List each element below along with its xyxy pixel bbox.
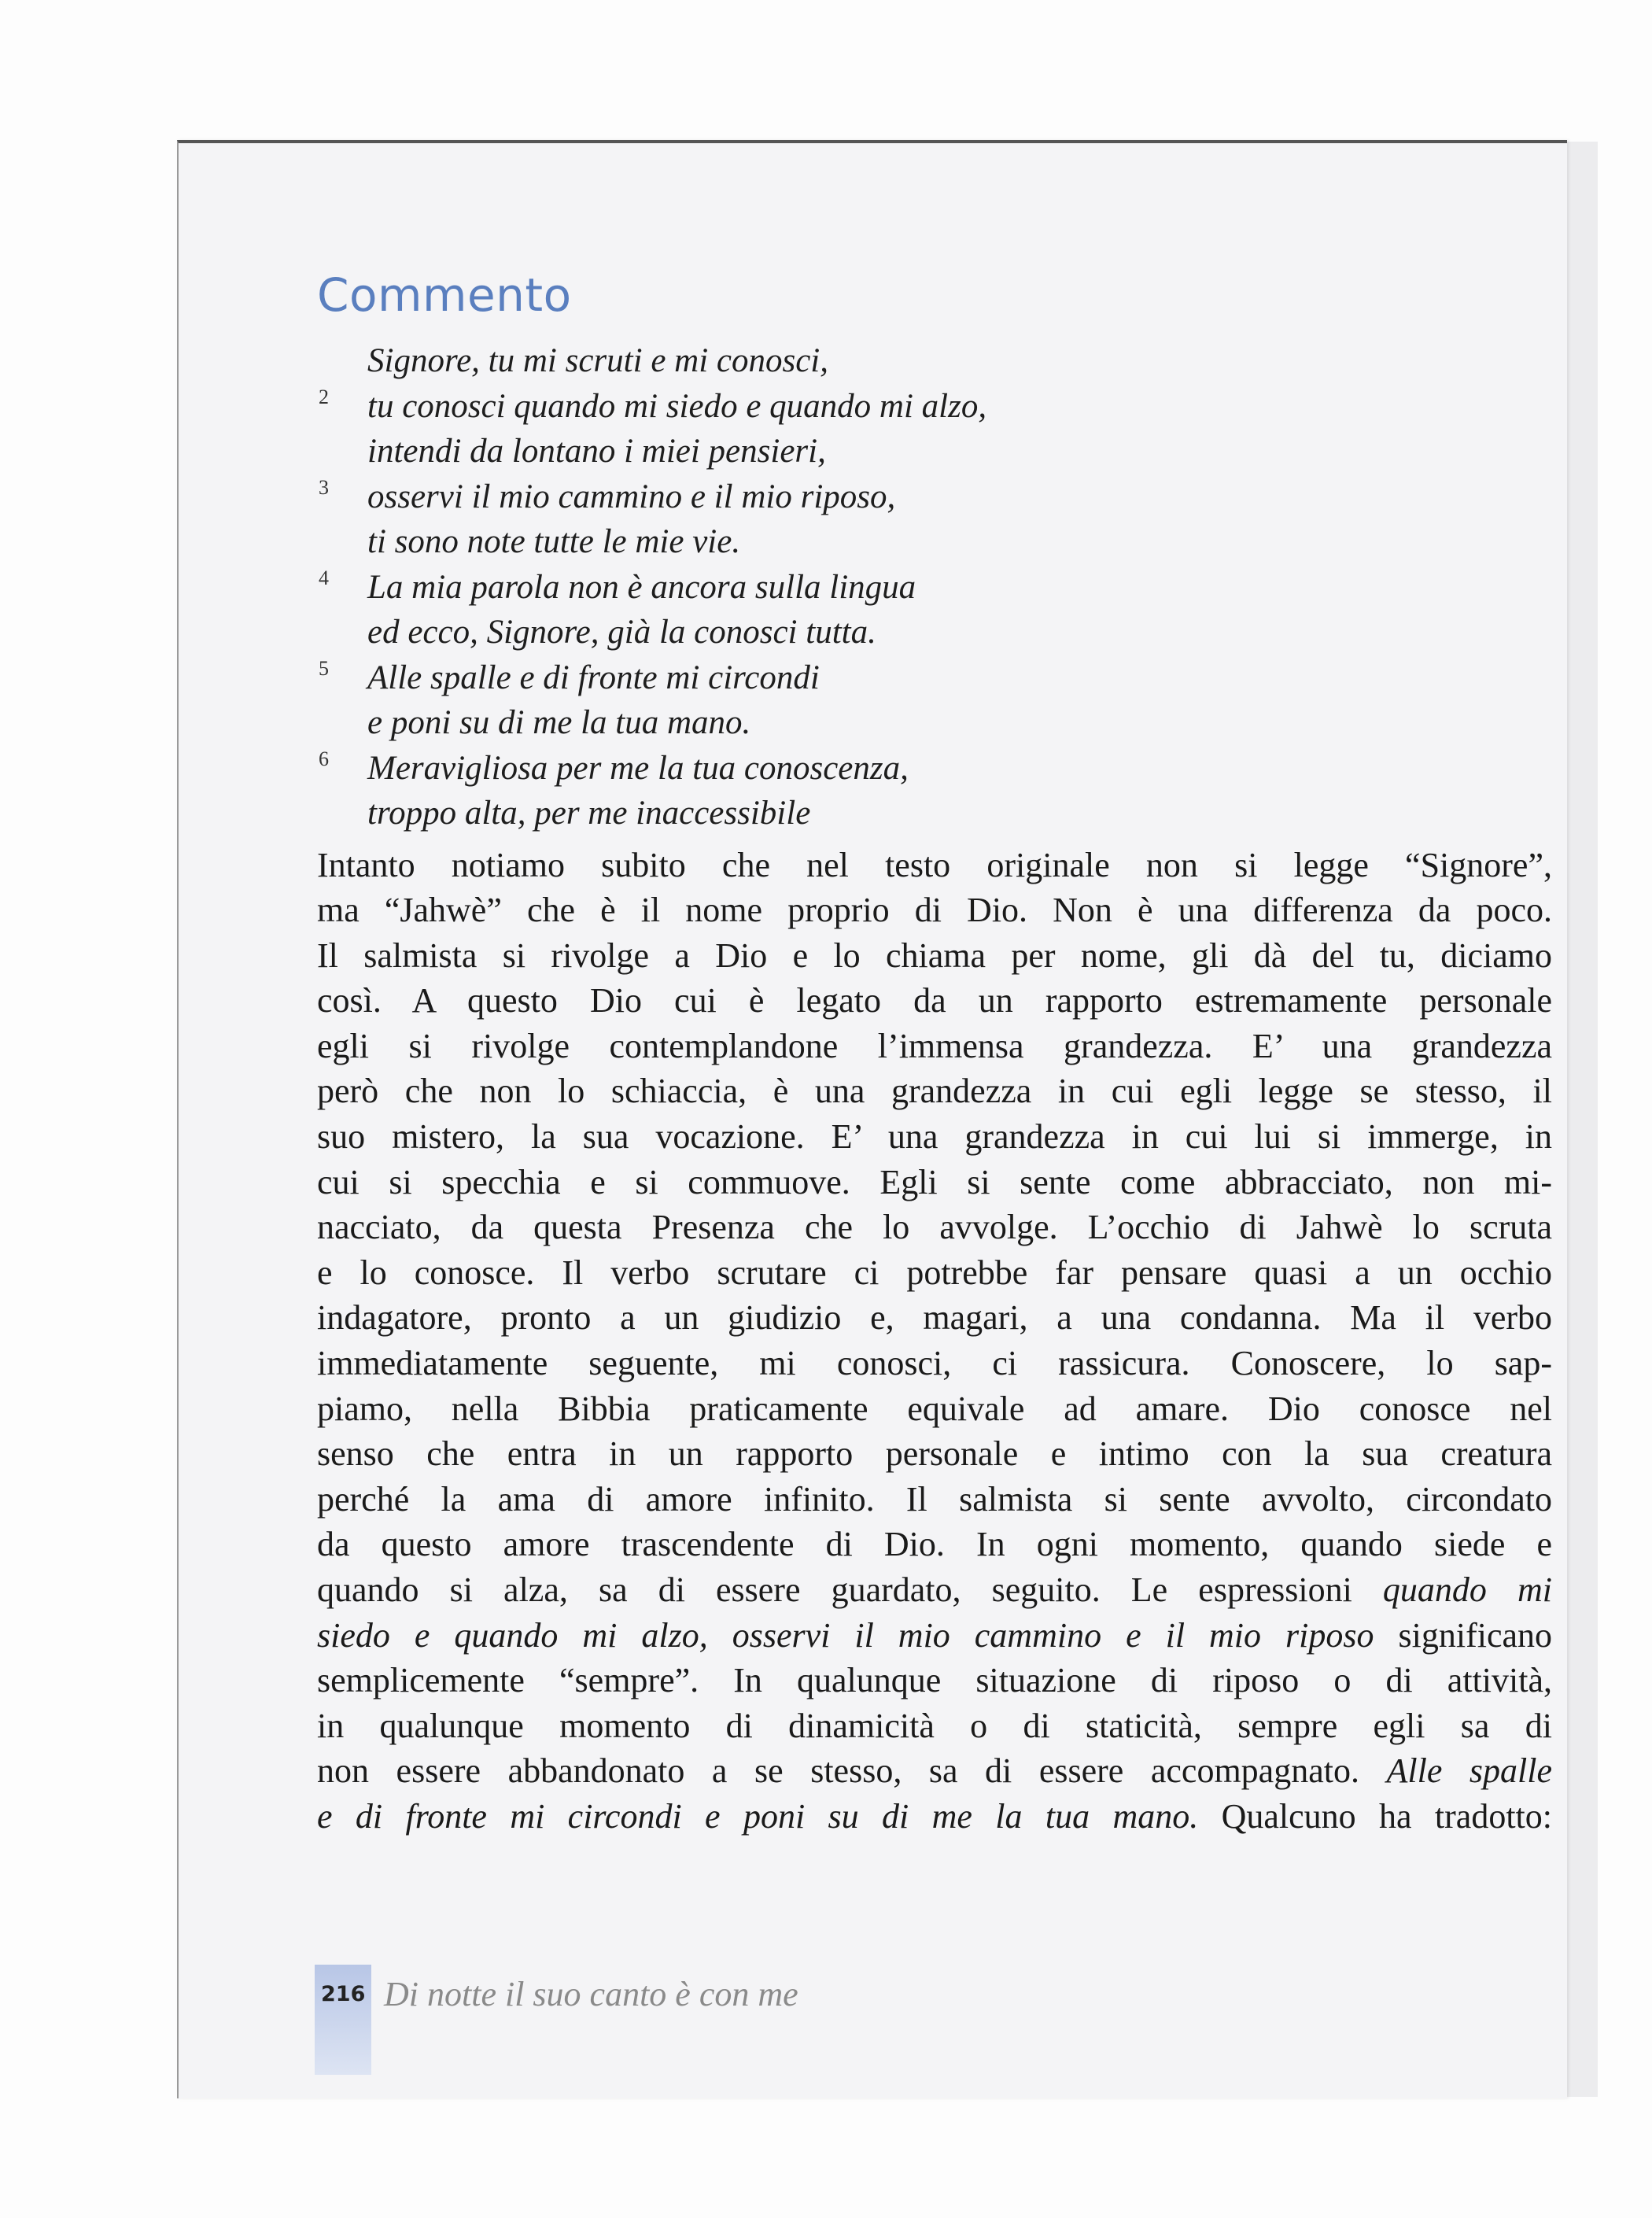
verse-text: Alle spalle e di fronte mi circondi xyxy=(367,659,820,696)
verse-number: 5 xyxy=(319,656,329,680)
body-line: da questo amore trascendente di Dio. In ogni momento, quando siede e xyxy=(317,1525,1552,1564)
verse-text: intendi da lontano i miei pensieri, xyxy=(367,433,826,470)
body-line: così. A questo Dio cui è legato da un rapporto estremamente personale xyxy=(317,981,1552,1020)
verse-line xyxy=(317,474,1552,520)
body-line: Intanto notiamo subito che nel testo originale non si legge “Signore”, xyxy=(317,845,1552,884)
verse-text: La mia parola non è ancora sulla lingua xyxy=(367,568,916,606)
body-line: Il salmista si rivolge a Dio e lo chiama per nome, gli dà del tu, diciamo xyxy=(317,936,1552,975)
verse-line xyxy=(317,791,1552,836)
body-line: senso che entra in un rapporto personale e intimo con la sua creatura xyxy=(317,1434,1552,1474)
verse-text: ed ecco, Signore, già la conosci tutta. xyxy=(367,614,876,651)
body-line: suo mistero, la sua vocazione. E’ una grandezza in cui lui si immerge, in xyxy=(317,1117,1552,1157)
body-line: immediatamente seguente, mi conosci, ci rassicura. Conoscere, lo sap- xyxy=(317,1344,1552,1383)
verse-line xyxy=(317,746,1552,792)
body-line: non essere abbandonato a se stesso, sa di essere accompagnato. Alle spalle xyxy=(317,1751,1552,1791)
verse-text: osservi il mio cammino e il mio riposo, xyxy=(367,478,896,515)
body-line: ma “Jahwè” che è il nome proprio di Dio. Non è una differenza da poco. xyxy=(317,891,1552,930)
verse-text: Meravigliosa per me la tua conoscenza, xyxy=(367,749,909,787)
body-line: in qualunque momento di dinamicità o di staticità, sempre egli sa di xyxy=(317,1706,1552,1745)
verse-line xyxy=(317,384,1552,430)
page-number-tab xyxy=(315,1965,371,2075)
next-page-edge xyxy=(1565,142,1598,2097)
psalm-verses xyxy=(317,338,1552,836)
verse-line xyxy=(317,429,1552,474)
verse-line xyxy=(317,338,1552,384)
body-line: siedo e quando mi alzo, osservi il mio cammino e il mio riposo significano xyxy=(317,1615,1552,1655)
running-title: Di notte il suo canto è con me xyxy=(384,1975,798,2013)
body-line: cui si specchia e si commuove. Egli si sente come abbracciato, non mi- xyxy=(317,1162,1552,1201)
body-line: indagatore, pronto a un giudizio e, magari, a una condanna. Ma il verbo xyxy=(317,1298,1552,1338)
body-line: egli si rivolge contemplandone l’immensa grandezza. E’ una grandezza xyxy=(317,1026,1552,1065)
verse-number: 2 xyxy=(319,385,329,408)
book-page xyxy=(177,140,1567,2098)
verse-text: ti sono note tutte le mie vie. xyxy=(367,523,741,560)
verse-line xyxy=(317,565,1552,611)
verse-text: troppo alta, per me inaccessibile xyxy=(367,795,811,832)
body-line: e di fronte mi circondi e poni su di me la tua mano. Qualcuno ha tradotto: xyxy=(317,1796,1552,1836)
body-line: nacciato, da questa Presenza che lo avvolge. L’occhio di Jahwè lo scruta xyxy=(317,1208,1552,1247)
verse-line xyxy=(317,700,1552,746)
verse-number: 3 xyxy=(319,475,329,499)
verse-text: e poni su di me la tua mano. xyxy=(367,704,751,741)
body-line: piamo, nella Bibbia praticamente equivale ad amare. Dio conosce nel xyxy=(317,1389,1552,1428)
body-line: però che non lo schiaccia, è una grandezza in cui egli legge se stesso, il xyxy=(317,1072,1552,1111)
verse-line xyxy=(317,610,1552,655)
verse-number: 4 xyxy=(319,566,329,589)
body-line: semplicemente “sempre”. In qualunque situazione di riposo o di attività, xyxy=(317,1661,1552,1700)
page-footer xyxy=(315,1965,944,2075)
verse-number: 6 xyxy=(319,747,329,770)
page-content xyxy=(317,269,1552,1840)
verse-line xyxy=(317,655,1552,701)
verse-text: Signore, tu mi scruti e mi conosci, xyxy=(367,342,829,379)
verse-text: tu conosci quando mi siedo e quando mi alzo, xyxy=(367,387,987,425)
section-heading: Commento xyxy=(317,268,572,322)
verse-line xyxy=(317,519,1552,565)
commentary-text xyxy=(317,843,1552,1840)
body-line: e lo conosce. Il verbo scrutare ci potrebbe far pensare quasi a un occhio xyxy=(317,1253,1552,1292)
page-number: 216 xyxy=(321,1982,366,2006)
body-line: perché la ama di amore infinito. Il salmista si sente avvolto, circondato xyxy=(317,1479,1552,1519)
body-line: quando si alza, sa di essere guardato, seguito. Le espressioni quando mi xyxy=(317,1570,1552,1609)
